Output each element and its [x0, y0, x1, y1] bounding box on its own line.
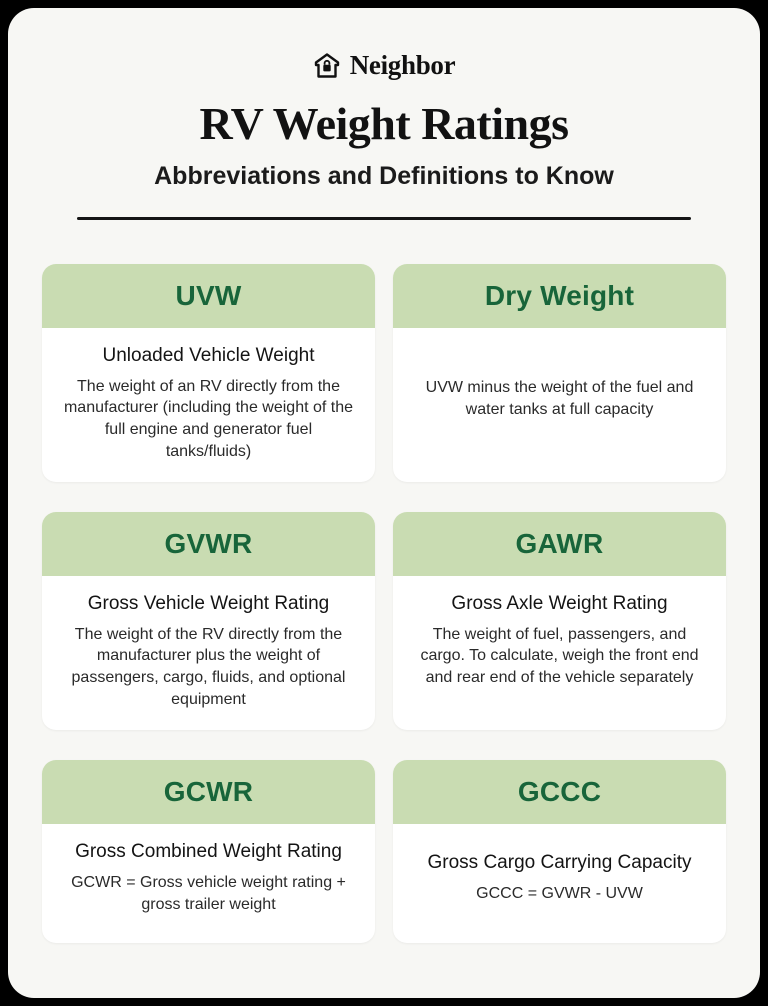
definition-card-uvw: [42, 264, 375, 482]
card-header: [42, 512, 375, 576]
definition-card-gcwr: [42, 760, 375, 943]
card-body: [393, 576, 726, 730]
card-description: GCCC = GVWR - UVW: [476, 884, 643, 902]
infographic-poster: [8, 8, 760, 998]
card-description: The weight of an RV directly from the manufacturer (including the weight of the full engine and generator fuel tanks/fluids): [63, 377, 354, 460]
definition-card-gawr: [393, 512, 726, 730]
card-header: [42, 264, 375, 328]
card-abbreviation: GCWR: [163, 776, 254, 808]
card-abbreviation: GCCC: [517, 776, 602, 808]
definition-card-dry-weight: [393, 264, 726, 482]
card-term: Gross Combined Weight Rating: [75, 841, 342, 863]
card-term: Gross Vehicle Weight Rating: [87, 593, 330, 615]
card-abbreviation: Dry Weight: [484, 280, 635, 311]
card-abbreviation: UVW: [175, 280, 242, 311]
card-header: [42, 760, 375, 824]
card-term: Unloaded Vehicle Weight: [102, 345, 315, 366]
card-term: Gross Cargo Carrying Capacity: [427, 852, 692, 874]
definition-card-gvwr: [42, 512, 375, 730]
card-body: [393, 328, 726, 482]
card-abbreviation: GAWR: [515, 528, 604, 560]
house-lock-icon: [313, 52, 341, 80]
page-subtitle: Abbreviations and Definitions to Know: [154, 162, 614, 190]
card-header: [393, 760, 726, 824]
brand-lockup: [8, 50, 760, 81]
card-abbreviation: GVWR: [164, 528, 253, 560]
card-description: UVW minus the weight of the fuel and water tanks at full capacity: [425, 379, 694, 419]
card-description: The weight of fuel, passengers, and cargo. To calculate, weigh the front end and rear end of the vehicle separately: [420, 625, 699, 687]
card-header: [393, 264, 726, 328]
definition-grid: [42, 264, 726, 943]
page-title: RV Weight Ratings: [199, 98, 569, 149]
card-header: [393, 512, 726, 576]
card-body: [42, 328, 375, 482]
definition-card-gccc: [393, 760, 726, 943]
card-body: [42, 576, 375, 730]
card-description: The weight of the RV directly from the manufacturer plus the weight of passengers, cargo, fluids, and optional equipment: [71, 625, 346, 708]
card-body: [393, 824, 726, 943]
divider: [77, 217, 691, 220]
card-body: [42, 824, 375, 943]
brand-name: Neighbor: [349, 50, 456, 80]
card-description: GCWR = Gross vehicle weight rating + gross trailer weight: [71, 874, 346, 913]
card-term: Gross Axle Weight Rating: [451, 593, 668, 615]
